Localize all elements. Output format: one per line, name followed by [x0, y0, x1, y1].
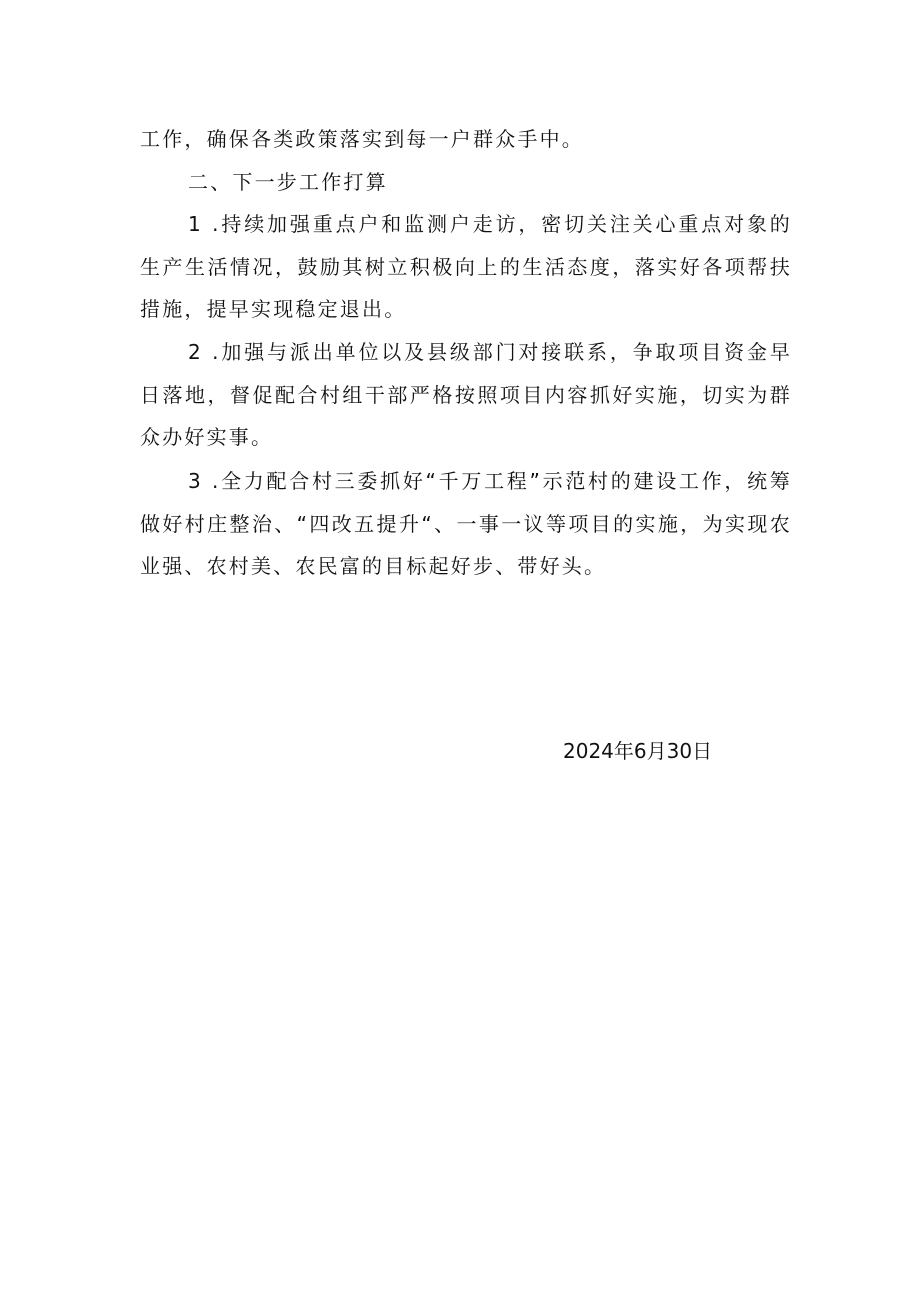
paragraph-continuation: 工作，确保各类政策落实到每一户群众手中。 — [140, 127, 584, 151]
section-heading: 二、下一步工作打算 — [188, 170, 388, 194]
plan-item-1: 1 .持续加强重点户和监测户走访，密切关注关心重点对象的生产生活情况，鼓励其树立积极向上的生活态度，落实好各项帮扶措施，提早实现稳定退出。 — [140, 212, 792, 321]
plan-item-3: 3 .全力配合村三委抓好“千万工程”示范村的建设工作，统筹做好村庄整治、“四改五提升“、一事一议等项目的实施，为实现农业强、农村美、农民富的目标起好步、带好头。 — [140, 469, 792, 578]
document-date: 2024年6月30日 — [563, 739, 713, 763]
plan-item-2: 2 .加强与派出单位以及县级部门对接联系，争取项目资金早日落地，督促配合村组干部严格按照项目内容抓好实施，切实为群众办好实事。 — [140, 340, 792, 449]
